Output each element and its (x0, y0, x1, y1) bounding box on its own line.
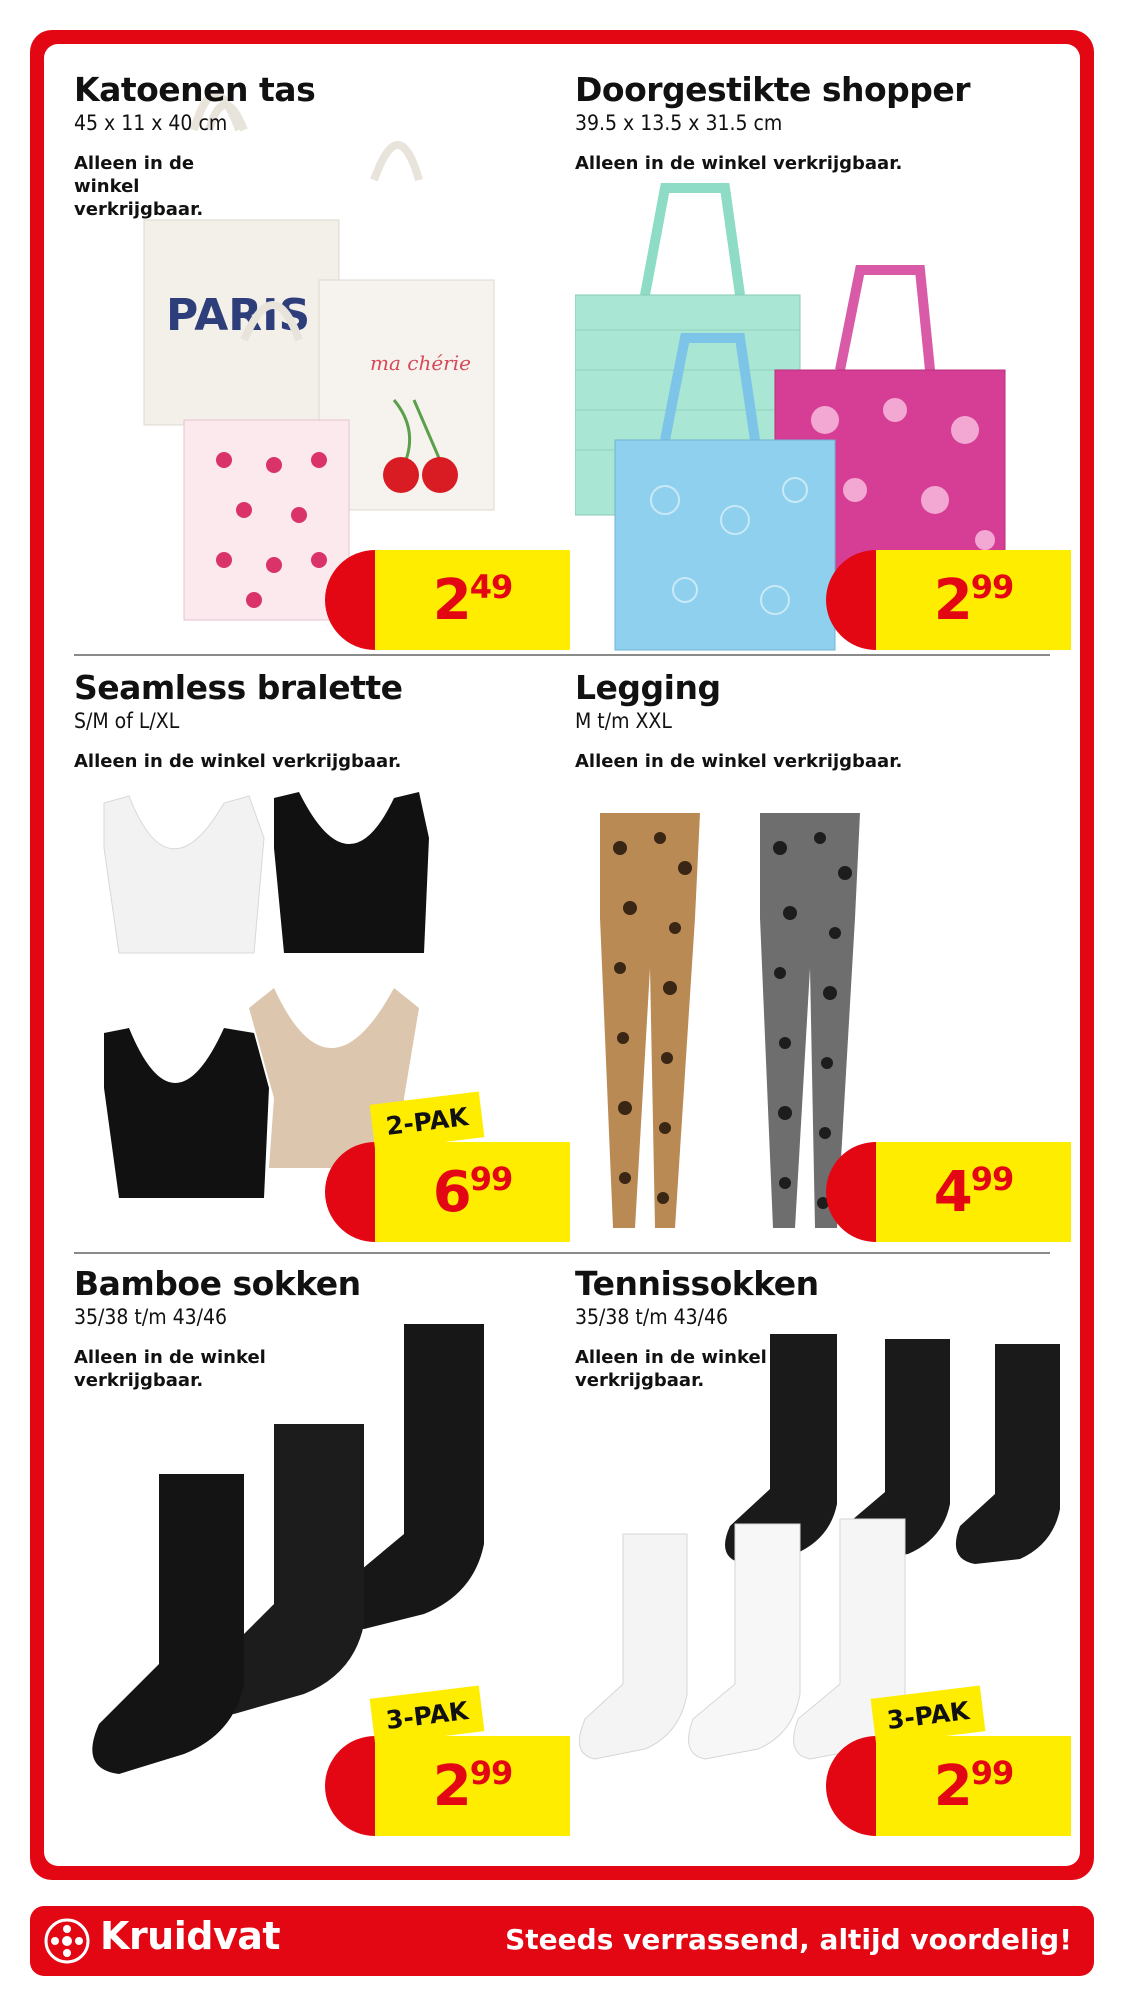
product-size: M t/m XXL (575, 709, 672, 733)
price-cents: 99 (469, 1160, 513, 1198)
price-label (375, 1142, 570, 1242)
pack-badge: 3-PAK (370, 1685, 485, 1744)
product-title: Tennissokken (575, 1264, 819, 1303)
availability-note: Alleen in de winkel verkrijgbaar. (74, 751, 402, 772)
product-size: 35/38 t/m 43/46 (575, 1305, 729, 1329)
price-cents: 99 (970, 1160, 1014, 1198)
pack-badge: 2-PAK (370, 1091, 485, 1150)
price-cents: 99 (469, 1754, 513, 1792)
brand-name[interactable]: Kruidvat (100, 1914, 281, 1958)
availability-note: Alleen in de winkel verkrijgbaar. (74, 1347, 266, 1391)
price-cents: 99 (970, 568, 1014, 606)
kruidvat-logo-icon[interactable] (44, 1918, 90, 1964)
availability-note: Alleen in de winkel verkrijgbaar. (575, 153, 903, 174)
bag-print-paris: PARIS (166, 290, 311, 341)
product-doorgestikte-shopper[interactable] (575, 70, 1075, 656)
price-main: 4 (933, 1159, 971, 1225)
product-title: Seamless bralette (74, 668, 403, 707)
product-size: 45 x 11 x 40 cm (74, 111, 228, 135)
product-bamboe-sokken[interactable] (74, 1264, 574, 1850)
availability-note: Alleen in de winkel verkrijgbaar. (575, 1347, 767, 1391)
footer-bar (30, 1906, 1094, 1976)
price-tag (838, 1142, 1071, 1242)
price-cents: 49 (469, 568, 513, 606)
price-label (876, 1736, 1071, 1836)
price-tag (337, 1101, 570, 1242)
product-size: 39.5 x 13.5 x 31.5 cm (575, 111, 783, 135)
availability-note: Alleen in de winkel verkrijgbaar. (575, 751, 903, 772)
price-main: 2 (933, 567, 971, 633)
product-title: Katoenen tas (74, 70, 316, 109)
section-divider (74, 654, 1050, 656)
price-label (375, 550, 570, 650)
price-tag (337, 1695, 570, 1836)
price-main: 2 (933, 1753, 971, 1819)
product-size: S/M of L/XL (74, 709, 180, 733)
price-label (876, 550, 1071, 650)
pack-badge: 3-PAK (871, 1685, 986, 1744)
section-divider (74, 1252, 1050, 1254)
product-title: Bamboe sokken (74, 1264, 361, 1303)
product-seamless-bralette[interactable] (74, 668, 574, 1254)
price-label (876, 1142, 1071, 1242)
price-main: 2 (432, 567, 470, 633)
price-tag (838, 550, 1071, 650)
price-main: 2 (432, 1753, 470, 1819)
price-tag (337, 550, 570, 650)
product-tennissokken[interactable] (575, 1264, 1075, 1850)
bag-print-ma-cherie: ma chérie (370, 351, 471, 375)
price-main: 6 (432, 1159, 470, 1225)
price-tag (838, 1695, 1071, 1836)
price-cents: 99 (970, 1754, 1014, 1792)
product-title: Legging (575, 668, 721, 707)
price-label (375, 1736, 570, 1836)
availability-note: Alleen in de winkel verkrijgbaar. (74, 153, 204, 220)
product-katoenen-tas[interactable] (74, 70, 574, 656)
product-legging[interactable] (575, 668, 1075, 1254)
brand-slogan: Steeds verrassend, altijd voordelig! (505, 1923, 1072, 1956)
product-size: 35/38 t/m 43/46 (74, 1305, 228, 1329)
product-title: Doorgestikte shopper (575, 70, 971, 109)
